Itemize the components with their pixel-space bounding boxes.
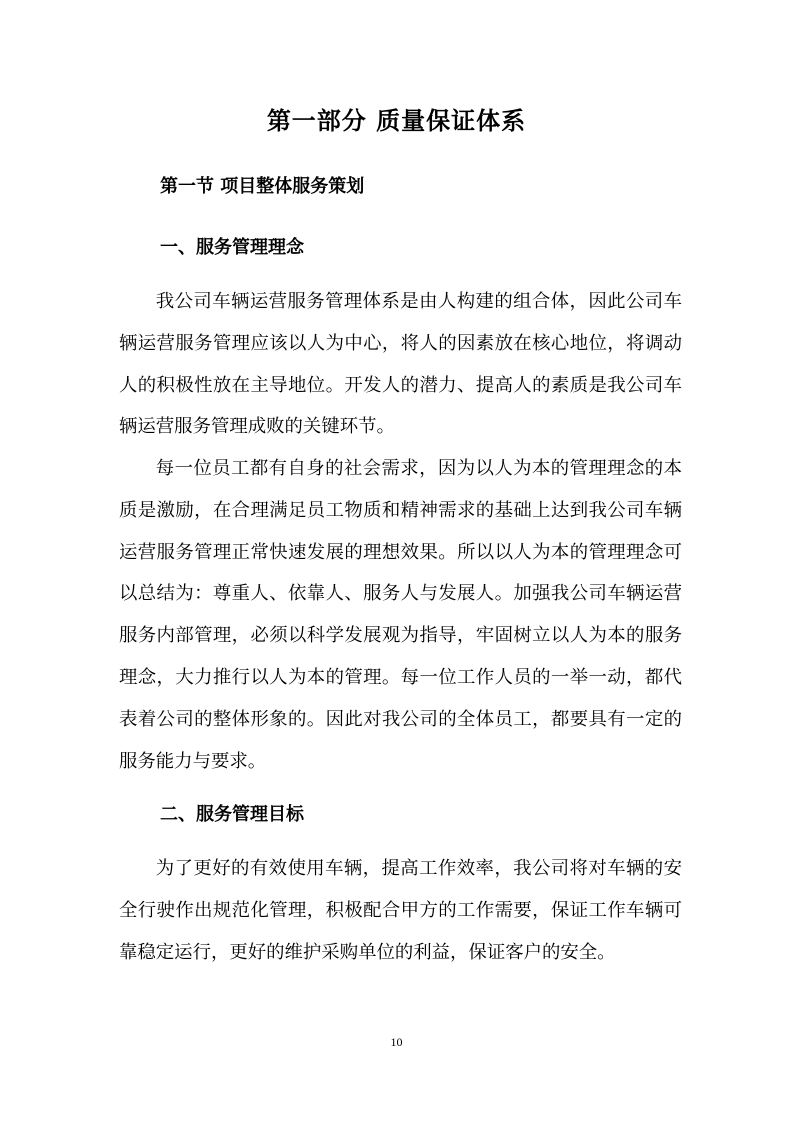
page-number: 10 bbox=[390, 1035, 403, 1049]
chapter-title: 第一部分 质量保证体系 bbox=[266, 107, 527, 135]
paragraph: 为了更好的有效使用车辆，提高工作效率，我公司将对车辆的安全行驶作出规范化管理，积极配合甲方的工作需要，保证工作车辆可靠稳定运行，更好的维护采购单位的利益，保证客户的安全。 bbox=[119, 858, 682, 963]
heading-service-goals: 二、服务管理目标 bbox=[160, 804, 304, 825]
heading-service-philosophy: 一、服务管理理念 bbox=[160, 237, 304, 258]
paragraph: 每一位员工都有自身的社会需求，因为以人为本的管理理念的本质是激励，在合理满足员工物质和精神需求的基础上达到我公司车辆运营服务管理正常快速发展的理想效果。所以以人为本的管理理念可以总结为：尊重人、依靠人、服务人与发展人。加强我公司车辆运营服务内部管理，必须以科学发展观为指导，牢固树立以人为本的服务理念，大力推行以人为本的管理。每一位工作人员的一举一动，都代表着公司的整体形象的。因此对我公司的全体员工，都要具有一定的服务能力与要求。 bbox=[119, 458, 682, 772]
paragraph: 我公司车辆运营服务管理体系是由人构建的组合体，因此公司车辆运营服务管理应该以人为中心，将人的因素放在核心地位，将调动人的积极性放在主导地位。开发人的潜力、提高人的素质是我公司车辆运营服务管理成败的关键环节。 bbox=[119, 291, 682, 438]
section-title: 第一节 项目整体服务策划 bbox=[160, 176, 365, 197]
